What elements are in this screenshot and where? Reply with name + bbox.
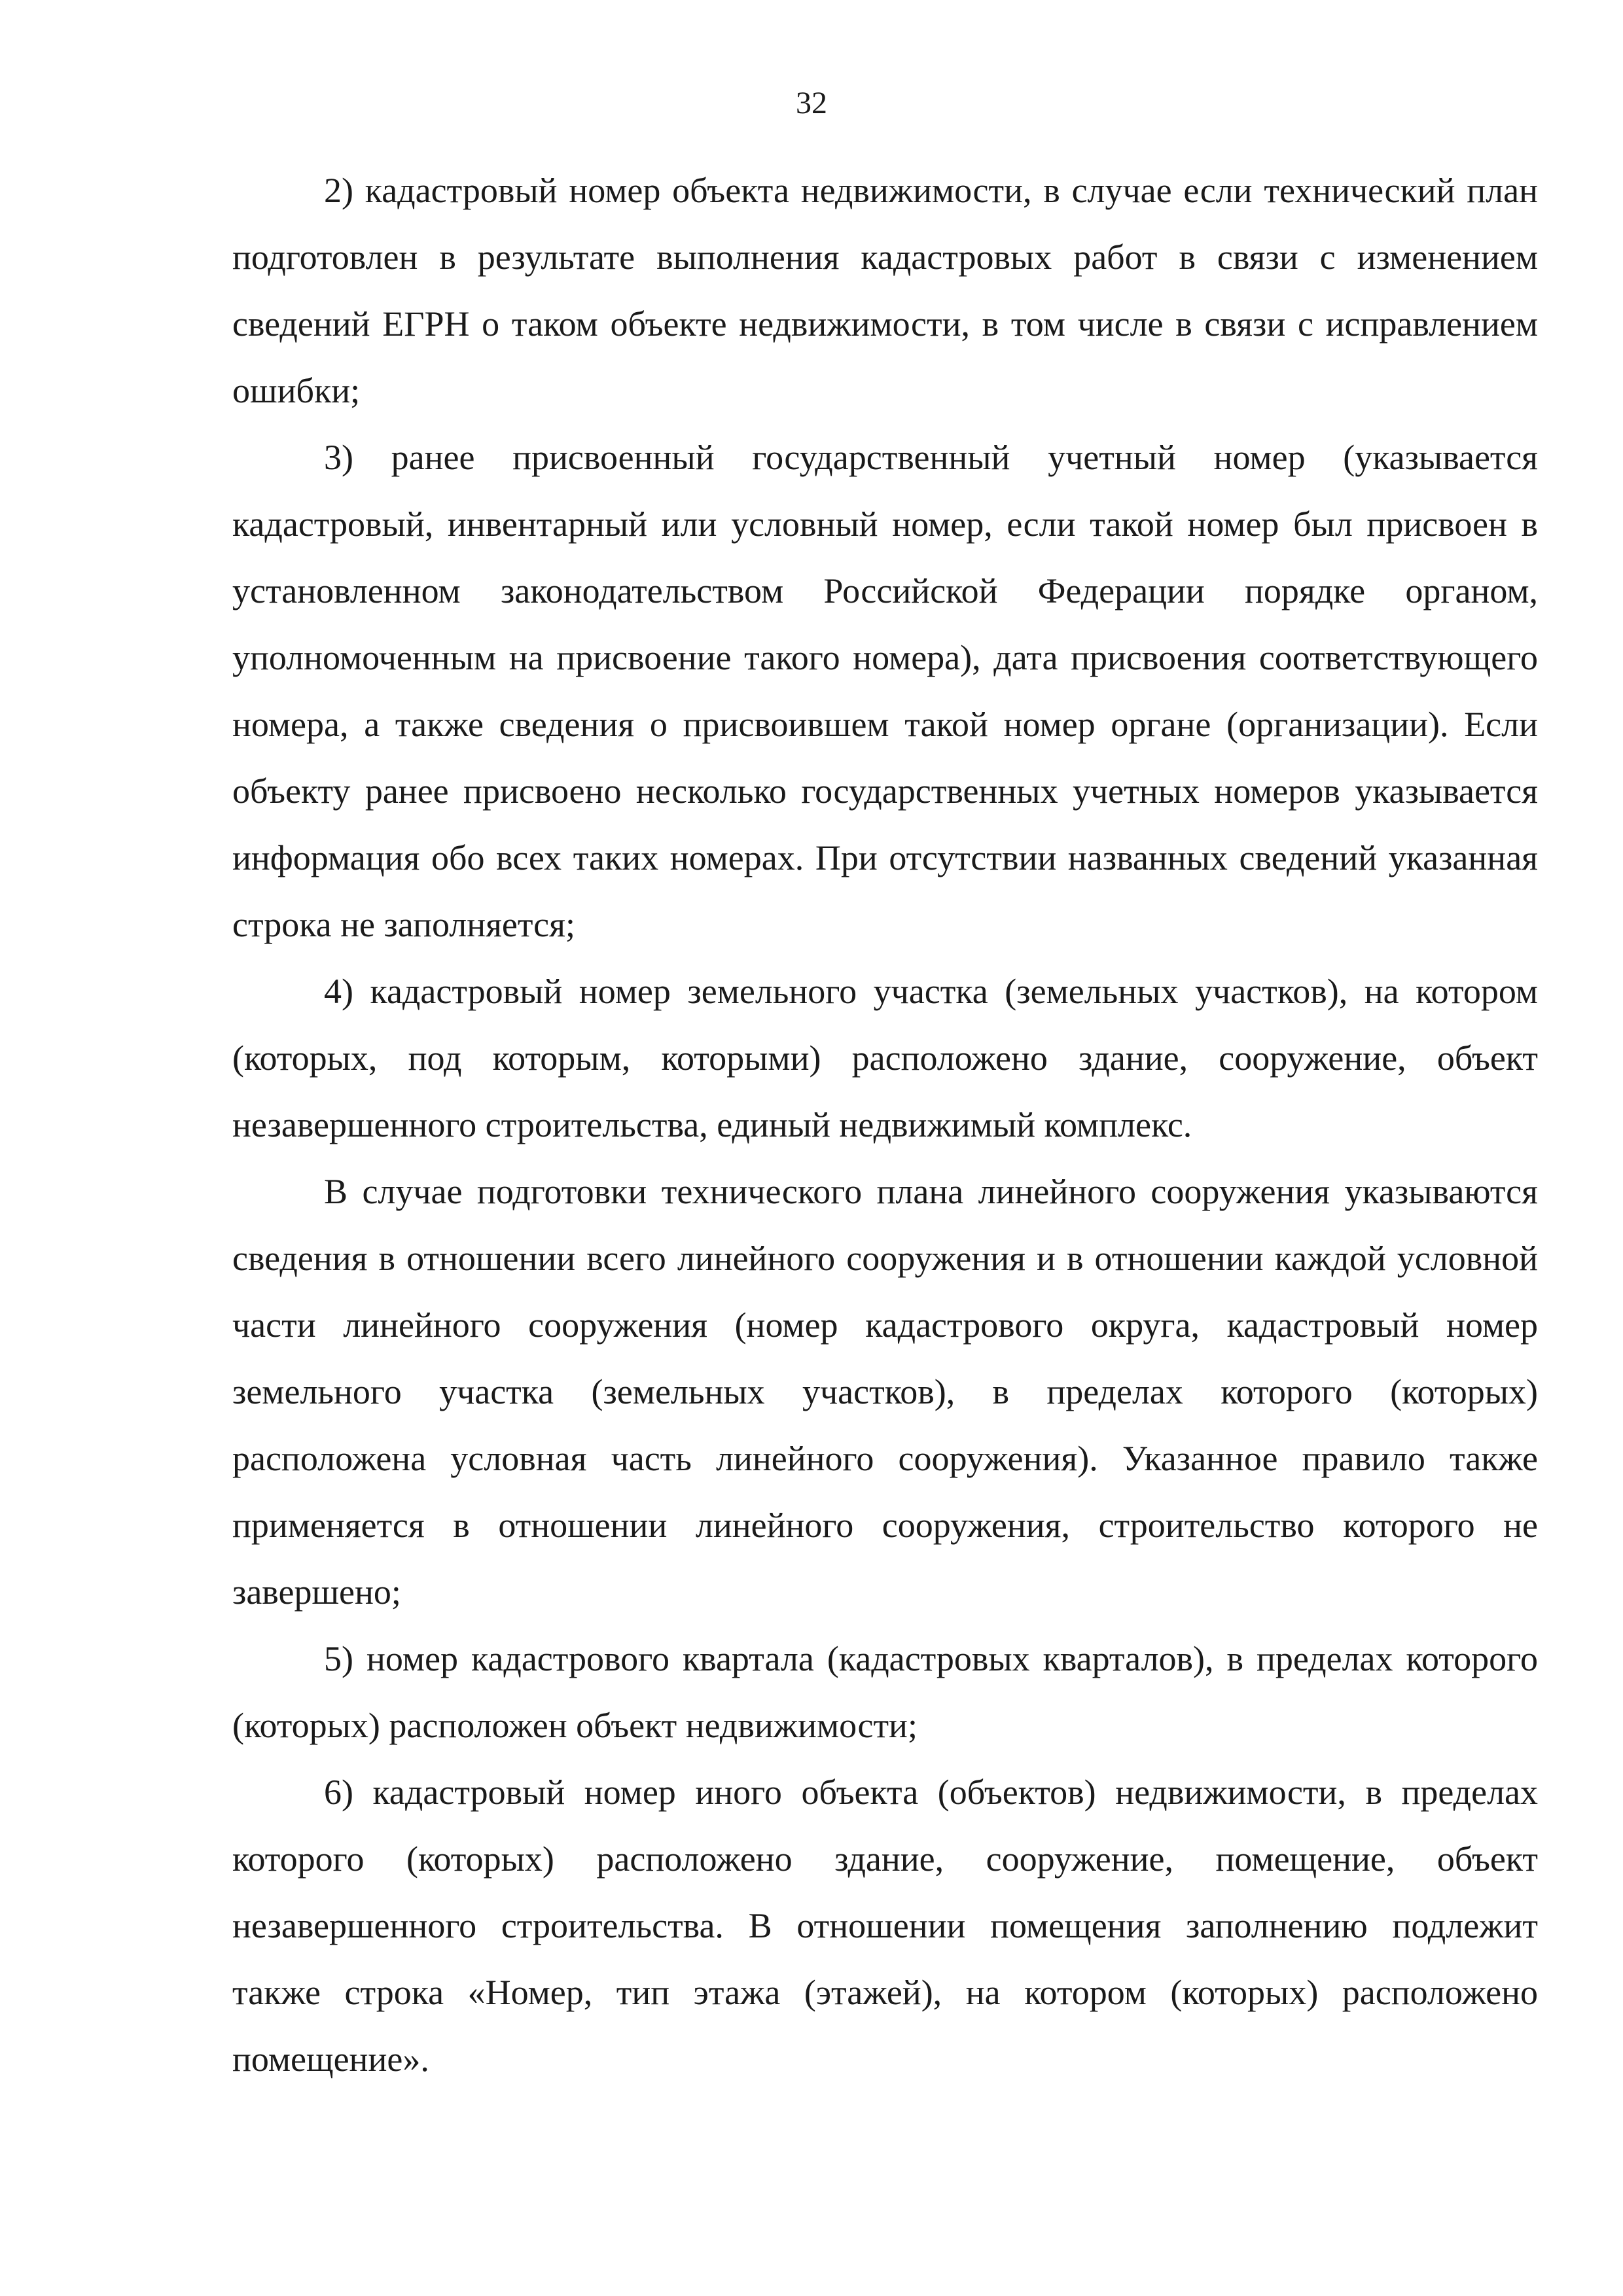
paragraph-item-3: 3) ранее присвоенный государственный учетный номер (указывается кадастровый, инвентарный или условный номер, если такой номер был присвоен в установленном законодательством Российской Федерации порядке органом, уполномоченным на присвоение такого номера), дата присвоения соответствующего номера, а также сведения о присвоившем такой номер органе (организации). Если объекту ранее присвоено несколько государственных учетных номеров указывается информация обо всех таких номерах. При отсутствии названных сведений указанная строка не заполняется; (232, 438, 1538, 944)
page-number: 32 (796, 86, 827, 120)
paragraph-linear-structure: В случае подготовки технического плана линейного сооружения указываются сведения в отношении всего линейного сооружения и в отношении каждой условной части линейного сооружения (номер кадастрового округа, кадастровый номер земельного участка (земельных участков), в пределах которого (которых) расположена условная часть линейного сооружения). Указанное правило также применяется в отношении линейного сооружения, строительство которого не завершено; (232, 1172, 1538, 1612)
paragraph-item-5: 5) номер кадастрового квартала (кадастровых кварталов), в пределах которого (которых) расположен объект недвижимости; (232, 1639, 1538, 1745)
document-body (232, 157, 1538, 2093)
paragraph-item-2: 2) кадастровый номер объекта недвижимости, в случае если технический план подготовлен в результате выполнения кадастровых работ в связи с изменением сведений ЕГРН о таком объекте недвижимости, в том числе в связи с исправлением ошибки; (232, 171, 1538, 410)
paragraph-item-4: 4) кадастровый номер земельного участка (земельных участков), на котором (которых, под которым, которыми) расположено здание, сооружение, объект незавершенного строительства, единый недвижимый комплекс. (232, 972, 1538, 1144)
paragraph-item-6: 6) кадастровый номер иного объекта (объектов) недвижимости, в пределах которого (которых) расположено здание, сооружение, помещение, объект незавершенного строительства. В отношении помещения заполнению подлежит также строка «Номер, тип этажа (этажей), на котором (которых) расположено помещение». (232, 1773, 1538, 2079)
